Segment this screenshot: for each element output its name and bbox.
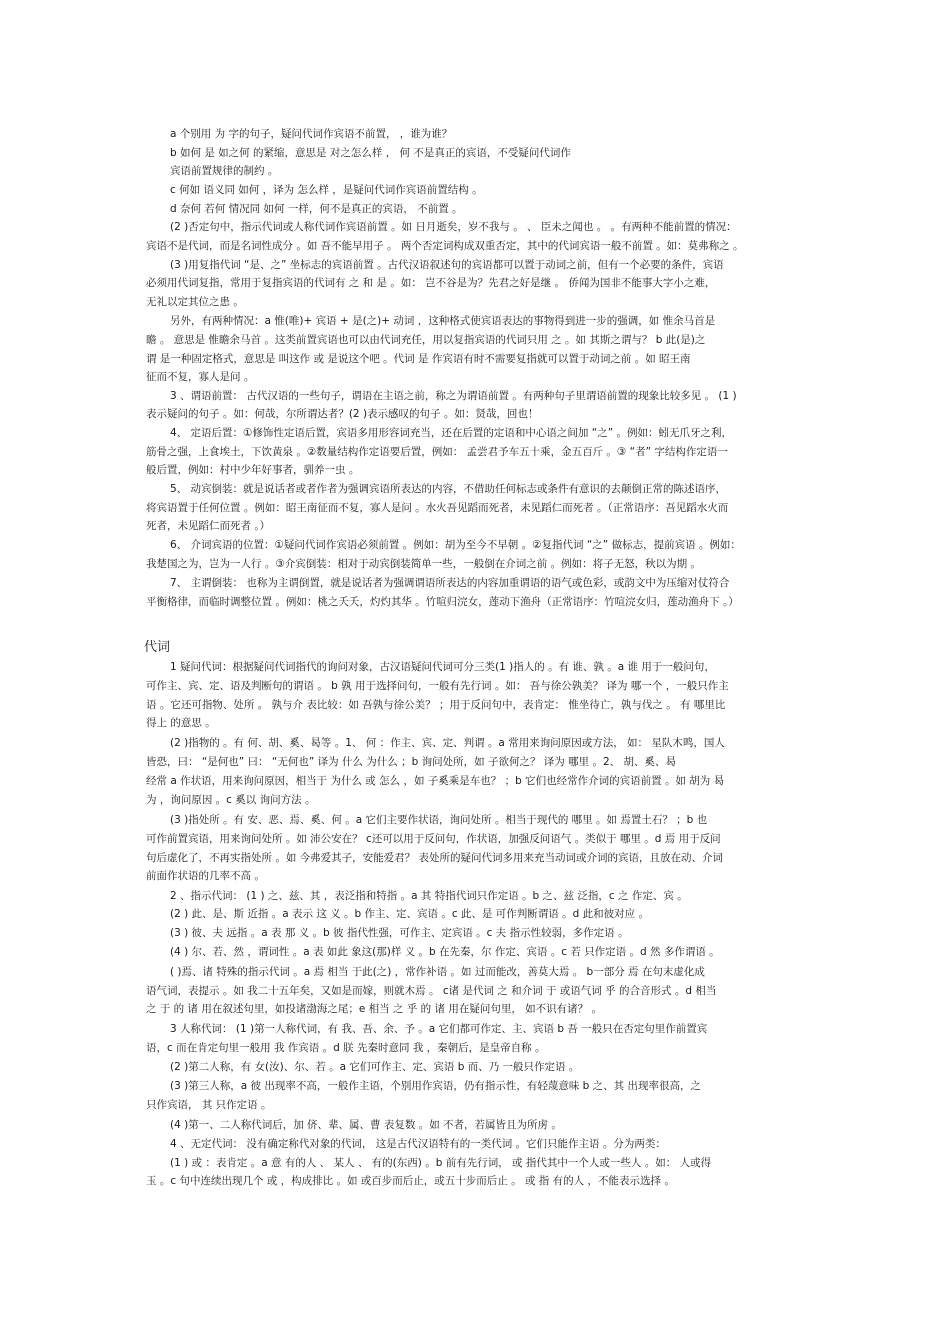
pronoun-line: 2 、指示代词： (1 ) 之、兹、其 ，表泛指和特指 。a 其 特指代词只作定语 。b 之、兹 泛指，c 之 作定、宾 。: [170, 890, 688, 902]
pronoun-line: 经常 a 作状语，用来询问原因，相当于 为什么 或 怎么 ，如 子奚乘是车也？ ；b 它们也经常作介词的宾语前置 。如 胡为 曷: [146, 775, 725, 787]
pronoun-line: ( )焉、诸 特殊的指示代词 。a 焉 相当 于此(之) ，常作补语 。如 过而能改，善莫大焉 。 b一部分 焉 在句末虚化成: [170, 966, 705, 978]
pronoun-line: 之 于 的 诸 用在叙述句里，如投诸渤海之尾；e 相当 之 乎 的 诸 用在疑问句里， 如不识有诸？ 。: [146, 1003, 603, 1015]
word-order-line: 表示疑问的句子 。如：何哉，尔所谓达者？(2 )表示感叹的句子 。如：贤哉，回也！: [146, 408, 539, 420]
pronoun-line: (3 )指处所 。有 安、恶、焉、奚、何 。a 它们主要作状语，询问处所 。相当于现代的 哪里 。如 焉置土石？ ；b 也: [170, 814, 708, 826]
word-order-line: 我楚国之为，岂为一人行 。③介宾倒装：相对于动宾倒装简单一些，一般倒在介词之前 。例如：将子无怒，秋以为期 。: [146, 558, 701, 570]
pronoun-line: 前面作状语的几率不高 。: [146, 870, 265, 882]
word-order-line: 宾语前置规律的制约 。: [170, 165, 279, 177]
word-order-line: 将宾语置于任何位置 。例如：昭王南征而不复，寡人是问 。水火吾见蹈而死者，未见蹈仁而死者 。（正常语序：吾见蹈水火而: [146, 502, 729, 514]
word-order-line: d 奈何 若何 情况同 如何 一样，何不是真正的宾语， 不前置 。: [170, 203, 463, 215]
word-order-line: 筋骨之强，上食埃土，下饮黄泉 。②数量结构作定语要后置，例如： 孟尝君予车五十乘，金五百斤 。③ “者” 字结构作定语一: [146, 446, 728, 458]
word-order-line: a 个别用 为 字的句子，疑问代词作宾语不前置， ，谁为谁？: [170, 128, 453, 140]
pronoun-line: 可作前置宾语，用来询问处所 。如 沛公安在？ c还可以用于反问句，作状语，加强反问语气 。类似于 哪里 。d 焉 用于反问: [146, 833, 721, 845]
word-order-line: (2 )否定句中，指示代词或人称代词作宾语前置 。如 日月逝矣，岁不我与 。 、 臣未之闻也 。 。有两种不能前置的情况：: [170, 221, 737, 233]
word-order-line: 死者，未见蹈仁而死者 。）: [146, 520, 271, 532]
pronoun-line: (4 )第一、二人称代词后，加 侪、辈、属、曹 表复数 。如 不者，若属皆且为所虏 。: [170, 1119, 562, 1131]
pronoun-line: (4 ) 尔、若、然 ，谓词性 。a 表 如此 象这(那)样 义 。b 在先秦，尔 作定、宾语 。c 若 只作定语 。d 然 多作谓语 。: [170, 946, 720, 958]
pronoun-line: 句后虚化了，不再实指处所 。如 今弗爱其子，安能爱君？ 表处所的疑问代词多用来充当动词或介词的宾语，且放在动、介词: [146, 852, 724, 864]
word-order-line: 4、 定语后置：①修饰性定语后置，宾语多用形容词充当，还在后置的定语和中心语之间加 “之” 。例如：蚓无爪牙之利，: [170, 427, 732, 439]
section-title: 代词: [144, 640, 171, 655]
pronoun-line: 语，c 而在肯定句里一般用 我 作宾语 。d 朕 先秦时意同 我 ，秦朝后，是皇帝自称 。: [146, 1042, 546, 1054]
pronoun-line: (1 ) 或 ：表肯定 。a 意 有的人 、 某人 、 有的(东西) 。b 前有先行词， 或 指代其中一个人或一些人 。如： 人或得: [170, 1157, 712, 1169]
word-order-line: 平衡格律，而临时调整位置 。例如：桃之夭夭，灼灼其华 。竹喧归浣女，莲动下渔舟（正常语序：竹喧浣女归，莲动渔舟下 。）: [146, 596, 739, 608]
word-order-line: 5、 动宾倒装：就是说话者或者作者为强调宾语所表达的内容，不借助任何标志或条件有意识的去颠倒正常的陈述语序，: [170, 483, 727, 495]
pronoun-line: 玉 。c 句中连续出现几个 或 ，构成排比 。如 或百步而后止，或五十步而后止 。 或 指 有的人 ，不能表示选择 。: [146, 1175, 675, 1187]
pronoun-line: 语 。它还可指物、处所 。 孰与介 表比较：如 吾孰与徐公美？ ；用于反问句中，表肯定： 惟坐待亡，孰与伐之 。 有 哪里比: [146, 699, 726, 711]
word-order-line: 瞻 。 意思是 惟瞻余马首 。这类前置宾语也可以由代词充任，用以复指宾语的代词只用 之 。如 其斯之谓与？ b 此(是)之: [146, 334, 706, 346]
word-order-line: 般后置，例如：村中少年好事者，驯养一虫 。: [146, 464, 360, 476]
pronoun-line: (3 ) 彼、夫 远指 。a 表 那 义 。b 彼 指代性强，可作主、定宾语 。c 夫 指示性较弱，多作定语 。: [170, 927, 629, 939]
pronoun-line: (2 )第二人称，有 女(汝)、尔、若 。a 它们可作主、定、宾语 b 而、乃 一般只作定语 。: [170, 1061, 580, 1073]
word-order-line: 征而不复，寡人是问 。: [146, 371, 255, 383]
pronoun-line: 皆恐，曰： “是何也” 曰： “无何也” 译为 什么 为什么 ；b 询问处所，如 子欲何之？ 译为 哪里 。2、 胡、奚、曷: [146, 756, 676, 768]
word-order-line: b 如何 是 如之何 的紧缩，意思是 对之怎么样 ， 何 不是真正的宾语，不受疑问代词作: [170, 147, 571, 159]
word-order-line: 谓 是一种固定格式，意思是 叫这作 或 是说这个吧 。代词 是 作宾语有时不需要复指就可以置于动词之前 。如 昭王南: [146, 353, 691, 365]
pronoun-line: 3 人称代词： (1 )第一人称代词，有 我、吾、余、予 。a 它们都可作定、主、宾语 b 吾 一般只在否定句里作前置宾: [170, 1023, 708, 1035]
word-order-line: 另外，有两种情况：a 惟(唯)+ 宾语 + 是(之)+ 动词 ，这种格式使宾语表达的事物得到进一步的强调，如 惟余马首是: [170, 315, 716, 327]
word-order-line: 3 、谓语前置： 古代汉语的一些句子，谓语在主语之前，称之为谓语前置 。有两种句子里谓语前置的现象比较多见 。 (1 ): [170, 390, 737, 402]
pronoun-line: 语气词，表提示 。如 我二十五年矣，又如是而嫁，则就木焉 。 c诸 是代词 之 和介词 于 或语气词 乎 的合音形式 。d 相当: [146, 985, 717, 997]
pronoun-line: 可作主、宾、定、语及判断句的谓语 。 b 孰 用于选择问句，一般有先行词 。如： 吾与徐公孰美？ 译为 哪一个 ，一般只作主: [146, 680, 729, 692]
word-order-line: 必须用代词复指，常用于复指宾语的代词有 之 和 是 。如： 岂不谷是为？先君之好是继 。 侨闻为国非不能事大字小之难，: [146, 277, 716, 289]
pronoun-line: 1 疑问代词：根据疑问代词指代的询问对象，古汉语疑问代词可分三类(1 )指人的 。有 谁、孰 。a 谁 用于一般问句，: [170, 661, 715, 673]
word-order-line: (3 )用复指代词 “是、之” 坐标志的宾语前置 。古代汉语叙述句的宾语都可以置于动词之前，但有一个必要的条件，宾语: [170, 259, 724, 271]
word-order-line: 宾语不是代词，而是名词性成分 。如 吾不能早用子 。 两个否定词构成双重否定，其中的代词宾语一般不前置 。如：莫弗称之 。: [146, 240, 744, 252]
word-order-line: c 何如 语义同 如何 ，译为 怎么样 ，是疑问代词作宾语前置结构 。: [170, 184, 483, 196]
word-order-line: 6、 介词宾语的位置：①疑问代词作宾语必须前置 。例如：胡为至今不早朝 。②复指代词 “之” 做标志，提前宾语 。例如：: [170, 539, 741, 551]
pronoun-line: 只作宾语， 其 只作定语 。: [146, 1099, 272, 1111]
pronoun-line: 得上 的意思 。: [146, 717, 216, 729]
pronoun-line: 4 、无定代词： 没有确定称代对象的代词， 这是古代汉语特有的一类代词 。它们只能作主语 。分为两类：: [170, 1138, 666, 1150]
pronoun-line: (2 ) 此、是、斯 近指 。a 表示 这 义 。b 作主、定、宾语 。c 此、是 可作判断谓语 。d 此和彼对应 。: [170, 908, 649, 920]
word-order-line: 7、 主谓倒装： 也称为主谓倒置，就是说话者为强调谓语所表达的内容加重谓语的语气或色彩，或韵文中为压缩对仗符合: [170, 577, 730, 589]
word-order-line: 无礼以定其位之患 。: [146, 296, 244, 308]
pronoun-line: 为 ，询问原因 。c 奚以 询问方法 。: [146, 794, 316, 806]
pronoun-line: (2 )指物的 。有 何、胡、奚、曷等 。1、 何 ：作主、宾、定、判谓 。a 常用来询问原因或方法， 如： 星队木鸣，国人: [170, 737, 725, 749]
pronoun-line: (3 )第三人称，a 彼 出现率不高，一般作主语，个别用作宾语，仍有指示性，有轻蔑意味 b 之、其 出现率很高，之: [170, 1080, 701, 1092]
